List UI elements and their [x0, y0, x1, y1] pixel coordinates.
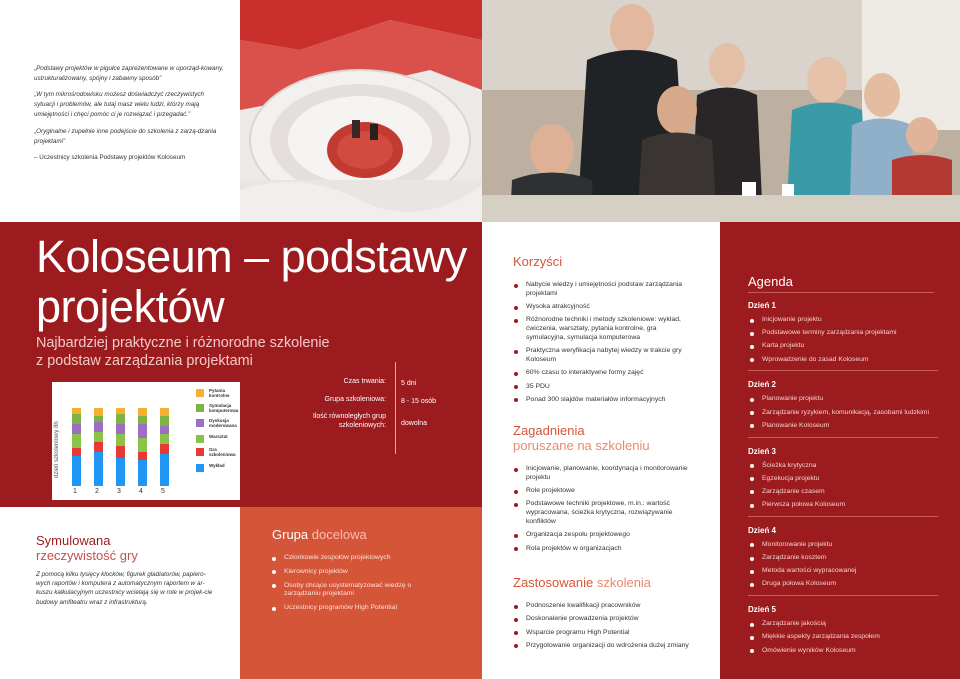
agenda-day-label: Dzień 2	[748, 380, 777, 390]
chart-segment-warsztat	[94, 432, 103, 442]
group-size-value: 8 - 15 osób	[401, 398, 437, 405]
legend-label: Dyskusja moderowana	[209, 418, 237, 428]
hero-panel	[0, 222, 482, 507]
chart-segment-wyklad	[72, 456, 81, 486]
chart-segment-warsztat	[160, 434, 169, 444]
page-title: Koloseum – podstawy projektów	[36, 231, 467, 332]
benefits-title: Korzyści	[513, 254, 563, 269]
chart-segment-gra	[72, 448, 81, 456]
chart-segment-gra	[116, 446, 125, 458]
chart-segment-wyklad	[94, 452, 103, 486]
legend-label: Wykład	[209, 463, 225, 468]
list-item: Ponad 300 slajdów materiałów informacyjnych	[512, 396, 697, 405]
list-item: Wysoka atrakcyjność	[512, 303, 697, 312]
quote-2: „W tym mikrośrodowisku możesz doświadczyć rzeczywistych sytuacji i problemów, ale tutaj masz wielu ludzi, którzy mają umiejętności i chęci pomóc ci je rozwiązać i przegadać.”	[34, 91, 205, 118]
benefits-list	[512, 281, 697, 409]
list-item: Kierownicy projektów	[270, 568, 420, 577]
agenda-item: Inicjowanie projektu	[748, 316, 938, 325]
sim-title: Symulowana	[36, 533, 111, 548]
parallel-groups-label: Ilość równoległych grup szkoleniowych:	[312, 413, 386, 429]
list-item: 60% czasu to interaktywne formy zajęć	[512, 369, 697, 378]
chart-axis-label: dzień szkoleniowy 8h	[54, 421, 60, 478]
list-item: 35 PDU	[512, 383, 697, 392]
parallel-groups-value: dowolna	[401, 420, 428, 427]
list-item: Osoby chcące usystematyzować wiedzę o zarządzaniu projektami	[270, 582, 420, 600]
chart-segment-wyklad	[160, 454, 169, 486]
chart-segment-pytania	[160, 408, 169, 416]
agenda-days	[748, 301, 938, 664]
chart-segment-symulacja	[94, 416, 103, 422]
duration-label: Czas trwania:	[343, 378, 386, 385]
agenda-day	[748, 605, 938, 655]
legend-swatch	[196, 389, 204, 397]
chart-segment-wyklad	[116, 458, 125, 486]
list-item: Praktyczna weryfikacja nabytej wiedzy w trakcie gry Koloseum	[512, 347, 697, 365]
list-item: Rola projektów w organizacjach	[512, 545, 697, 554]
chart-day-label: 5	[161, 488, 165, 495]
legend-swatch	[196, 464, 204, 472]
list-item: Przygotowanie organizacji do wdrożenia dużej zmiany	[512, 642, 702, 651]
agenda-item: Zarządzanie kosztem	[748, 554, 938, 563]
list-item: Role projektowe	[512, 487, 697, 496]
legend-label: Symulacja komputerowa	[209, 403, 239, 413]
chart-day-label: 1	[73, 488, 77, 495]
chart-day-label: 4	[139, 488, 143, 495]
quote-attribution: – Uczestnicy szkolenia Podstawy projektów Koloseum	[34, 154, 186, 161]
list-item: Uczestnicy programów High Potential	[270, 604, 420, 613]
agenda-item: Miękkie aspekty zarządzania zespołem	[748, 633, 938, 642]
list-item: Wsparcie programu High Potential	[512, 629, 702, 638]
list-item: Podnoszenie kwalifikacji pracowników	[512, 602, 702, 611]
list-item: Doskonalenie prowadzenia projektów	[512, 615, 702, 624]
chart-segment-warsztat	[116, 434, 125, 446]
application-title-2: szkolenia	[596, 575, 652, 590]
chart-segment-gra	[160, 444, 169, 454]
agenda-day	[748, 526, 938, 596]
chart-segment-wyklad	[138, 460, 147, 486]
group-size-label: Grupa szkoleniowa:	[324, 396, 386, 403]
list-item: Różnorodne techniki i metody szkoleniowe: wykład, ćwiczenia, warsztaty, pytania kontrolne, gra symulacyjna, symulacja komputerowa	[512, 316, 697, 342]
legend-swatch	[196, 419, 204, 427]
page-subtitle: Najbardziej praktyczne i różnorodne szkolenie z podstaw zarządzania projektami	[36, 335, 330, 369]
legend-swatch	[196, 448, 204, 456]
application-list	[512, 602, 702, 655]
benefits-panel	[482, 222, 720, 679]
agenda-day	[748, 380, 938, 437]
duration-value: 5 dni	[401, 380, 417, 387]
agenda-item: Planowanie Koloseum	[748, 422, 938, 431]
chart-segment-warsztat	[138, 438, 147, 452]
chart-segment-pytania	[94, 408, 103, 416]
topics-title: Zagadnienia	[513, 423, 585, 438]
quotes-panel	[0, 0, 240, 222]
application-title: Zastosowanie	[513, 575, 594, 590]
quote-1: „Podstawy projektów w pigułce zaprezentowane w uporząd-kowany, ustrukturalizowany, spójny i zabawny sposób”	[34, 65, 224, 82]
chart-segment-gra	[94, 442, 103, 452]
agenda-item: Metoda wartości wypracowanej	[748, 567, 938, 576]
legend-swatch	[196, 435, 204, 443]
lego-amphitheatre-photo	[240, 0, 482, 222]
sim-body: Z pomocą kilku tysięcy klocków, figurek gladiatorów, papiero-wych raportów i komputera z automatycznym raportem w ar-kuszu kalkulacyjnym uczestnicy wcielają się w role w projek-cie budowy amfiteatru wraz z infrastrukturą.	[36, 571, 213, 606]
agenda-item: Zarządzanie ryzykiem, komunikacją, zasobami ludzkimi	[748, 409, 938, 418]
agenda-item: Podstawowe terminy zarządzania projektami	[748, 329, 938, 338]
agenda-item: Monitorowanie projektu	[748, 541, 938, 550]
quote-3: „Oryginalne i zupełnie inne podejście do szkolenia z zarzą-dzania projektami”	[34, 128, 217, 145]
chart-segment-dyskusja	[72, 424, 81, 434]
agenda-day-label: Dzień 1	[748, 301, 777, 310]
training-mix-chart	[52, 382, 240, 500]
list-item: Organizacja zespołu projektowego	[512, 531, 697, 540]
target-group-list	[270, 554, 420, 618]
legend-label: Gra szkoleniowa	[209, 447, 236, 457]
chart-segment-dyskusja	[160, 426, 169, 434]
target-group-panel	[240, 507, 482, 679]
simulation-panel	[0, 507, 240, 679]
topics-subtitle: poruszane na szkoleniu	[513, 438, 650, 453]
target-group-title-2: docelowa	[311, 527, 367, 542]
agenda-item: Zarządzanie jakością	[748, 620, 938, 629]
agenda-item: Druga połowa Koloseum	[748, 580, 938, 589]
sim-subtitle: rzeczywistość gry	[36, 548, 138, 563]
agenda-item: Wprowadzenie do zasad Koloseum	[748, 356, 938, 365]
chart-segment-pytania	[116, 408, 125, 414]
agenda-item: Egzekucja projektu	[748, 475, 938, 484]
chart-day-label: 2	[95, 488, 99, 495]
legend-label: Warsztat	[209, 434, 228, 439]
target-group-title: Grupa	[272, 527, 309, 542]
agenda-item: Planowanie projektu	[748, 395, 938, 404]
topics-list	[512, 465, 697, 558]
chart-segment-symulacja	[116, 414, 125, 424]
agenda-day-label: Dzień 4	[748, 525, 777, 535]
chart-segment-symulacja	[160, 416, 169, 426]
agenda-item: Karta projektu	[748, 342, 938, 351]
agenda-day-label: Dzień 3	[748, 446, 777, 456]
list-item: Nabycie wiedzy i umiejętności podstaw zarządzania projektami	[512, 281, 697, 299]
chart-segment-warsztat	[72, 434, 81, 448]
agenda-day-label: Dzień 5	[748, 605, 777, 615]
agenda-panel	[720, 222, 960, 679]
agenda-item: Omówienie wyników Koloseum	[748, 647, 938, 656]
chart-segment-pytania	[138, 408, 147, 416]
chart-day-label: 3	[117, 488, 121, 495]
agenda-item: Pierwsza połowa Koloseum	[748, 501, 938, 510]
chart-segment-gra	[138, 452, 147, 460]
agenda-day	[748, 301, 938, 371]
chart-segment-symulacja	[138, 416, 147, 424]
list-item: Inicjowanie, planowanie, koordynacja i monitorowanie projektu	[512, 465, 697, 483]
legend-label: Pytania kontrolne	[209, 388, 230, 398]
agenda-day	[748, 447, 938, 517]
chart-segment-dyskusja	[94, 422, 103, 432]
meta-divider	[395, 362, 396, 454]
chart-segment-dyskusja	[138, 424, 147, 438]
participants-photo	[482, 0, 960, 222]
agenda-item: Zarządzanie czasem	[748, 488, 938, 497]
list-item: Członkowie zespołów projektowych	[270, 554, 420, 563]
agenda-item: Ścieżka krytyczna	[748, 462, 938, 471]
agenda-title: Agenda	[748, 274, 793, 289]
legend-swatch	[196, 404, 204, 412]
chart-segment-dyskusja	[116, 424, 125, 434]
list-item: Podstawowe techniki projektowe, m.in.: wartość wypracowana, ścieżka krytyczna, rozwiązywanie konfliktów	[512, 500, 697, 526]
chart-segment-symulacja	[72, 414, 81, 424]
chart-segment-pytania	[72, 408, 81, 414]
